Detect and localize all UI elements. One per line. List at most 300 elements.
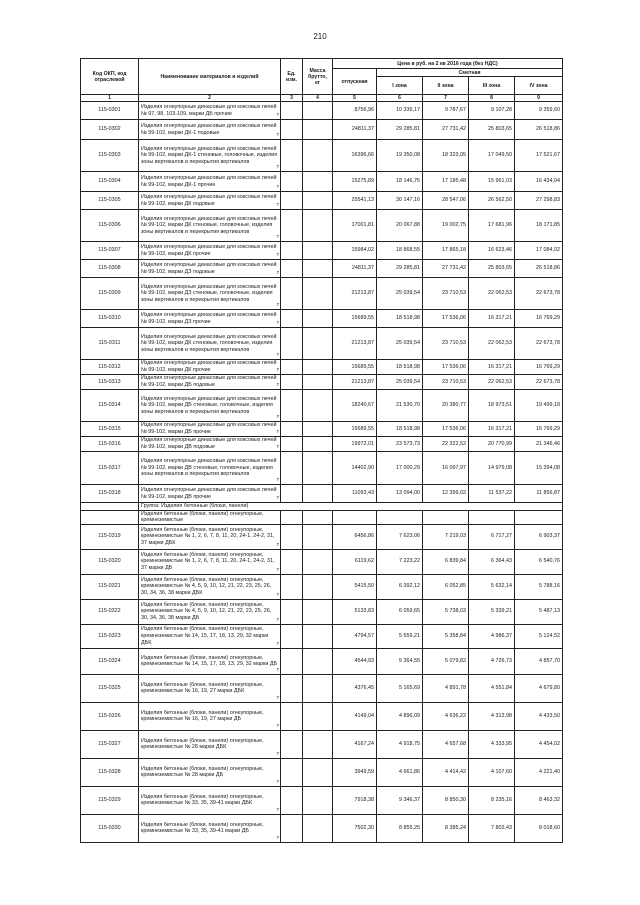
code-cell: 115-0330 [81, 814, 139, 842]
table-row [81, 328, 563, 360]
table-row [81, 599, 563, 624]
table-row [81, 485, 563, 503]
zone-3-price-cell: 17 049,50 [469, 140, 515, 172]
mass-cell [303, 485, 333, 503]
mass-cell [303, 730, 333, 758]
name-cell [139, 574, 281, 599]
name-text: Изделия огнеупорные динасовые для коксовых печей № 99-102, марки ДК-1 прочие [141, 174, 277, 188]
zone-2-price-cell: 6 839,84 [423, 549, 469, 574]
zone-4-price-cell: 6 903,37 [515, 524, 563, 549]
zone-4-price-cell: 16 769,29 [515, 310, 563, 328]
unit-cell [281, 758, 303, 786]
name-text: Изделия бетонные (блоки, панели) огнеупорные, кремнеземистые № 16, 19, 27 марки ДБК [141, 681, 264, 695]
header-zone-3: III зона [469, 77, 515, 95]
mass-cell [303, 172, 333, 192]
code-cell: 115-0306 [81, 210, 139, 242]
mass-cell [303, 786, 333, 814]
name-text: Изделия бетонные (блоки, панели) огнеупорные, кремнеземистые № 16, 19, 27 марки ДБ [141, 709, 264, 723]
code-cell [81, 510, 139, 524]
unit-mark: т [276, 542, 279, 549]
zone-2-price-cell: 17 536,06 [423, 422, 469, 437]
mass-cell [303, 549, 333, 574]
release-price-cell: 15689,55 [333, 422, 377, 437]
zone-4-price-cell: 19 499,18 [515, 390, 563, 422]
code-cell: 115-0327 [81, 730, 139, 758]
unit-cell [281, 437, 303, 452]
unit-cell [281, 814, 303, 842]
zone-4-price-cell: 6 540,76 [515, 549, 563, 574]
table-row [81, 510, 563, 524]
zone-1-price-cell: 30 147,16 [377, 192, 423, 210]
code-cell: 115-0318 [81, 485, 139, 503]
zone-1-price-cell: 25 039,54 [377, 328, 423, 360]
name-cell [139, 674, 281, 702]
zone-1-price-cell: 18 518,98 [377, 310, 423, 328]
zone-2-price-cell: 18 323,05 [423, 140, 469, 172]
unit-mark: т [276, 495, 279, 502]
code-cell: 115-0304 [81, 172, 139, 192]
name-cell [139, 485, 281, 503]
zone-2-price-cell: 17 536,06 [423, 360, 469, 375]
name-cell [139, 437, 281, 452]
unit-mark: т [276, 184, 279, 191]
table-row [81, 422, 563, 437]
col-number: 3 [281, 95, 303, 102]
table-row [81, 192, 563, 210]
table-row [81, 702, 563, 730]
name-cell [139, 648, 281, 674]
zone-3-price-cell: 4 551,84 [469, 674, 515, 702]
zone-4-price-cell: 8 463,32 [515, 786, 563, 814]
zone-2-price-cell: 17 865,18 [423, 242, 469, 260]
release-price-cell: 24811,37 [333, 120, 377, 140]
zone-4-price-cell: 4 679,80 [515, 674, 563, 702]
unit-cell [281, 624, 303, 648]
zone-4-price-cell [515, 510, 563, 524]
unit-mark: т [276, 302, 279, 309]
column-number-row [81, 95, 563, 102]
table-row [81, 437, 563, 452]
table-row [81, 786, 563, 814]
release-price-cell: 21213,87 [333, 375, 377, 390]
unit-mark: т [276, 252, 279, 259]
zone-2-price-cell: 19 002,75 [423, 210, 469, 242]
name-text: Изделия огнеупорные динасовые для коксовых печей № 99-102, марки ДБ прочие [141, 422, 277, 435]
name-cell [139, 786, 281, 814]
unit-mark: т [276, 617, 279, 624]
code-cell: 115-0315 [81, 422, 139, 437]
unit-cell [281, 360, 303, 375]
unit-cell [281, 172, 303, 192]
col-number: 4 [303, 95, 333, 102]
zone-4-price-cell: 5 124,52 [515, 624, 563, 648]
release-price-cell: 8756,96 [333, 102, 377, 120]
table-row [81, 172, 563, 192]
unit-mark: т [276, 641, 279, 648]
release-price-cell: 18240,67 [333, 390, 377, 422]
zone-1-price-cell: 9 346,37 [377, 786, 423, 814]
table-row [81, 390, 563, 422]
name-cell [139, 192, 281, 210]
zone-3-price-cell: 6 717,27 [469, 524, 515, 549]
zone-2-price-cell: 17 185,48 [423, 172, 469, 192]
unit-mark: т [276, 112, 279, 119]
zone-4-price-cell: 4 857,70 [515, 648, 563, 674]
name-cell [139, 140, 281, 172]
name-text: Изделия огнеупорные динасовые для коксовых печей № 99-102, марки ДК прочие [141, 360, 277, 373]
zone-2-price-cell: 8 385,24 [423, 814, 469, 842]
header-name: Наименование материалов и изделий [139, 59, 281, 95]
zone-1-price-cell: 6 059,65 [377, 599, 423, 624]
release-price-cell: 4167,24 [333, 730, 377, 758]
unit-mark: т [276, 320, 279, 327]
code-cell: 115-0317 [81, 452, 139, 485]
mass-cell [303, 510, 333, 524]
zone-1-price-cell: 21 530,70 [377, 390, 423, 422]
zone-1-price-cell: 8 855,25 [377, 814, 423, 842]
name-text: Изделия бетонные (блоки, панели) огнеупорные, кремнеземистые № 1, 2, 6, 7, 8, 11, 20, 24-1, 24-2, 31, 37 марки ДБК [141, 526, 275, 547]
unit-mark: т [276, 592, 279, 599]
mass-cell [303, 437, 333, 452]
release-price-cell: 21213,87 [333, 278, 377, 310]
zone-1-price-cell: 23 573,73 [377, 437, 423, 452]
unit-mark: т [276, 234, 279, 241]
zone-4-price-cell: 11 856,87 [515, 485, 563, 503]
zone-3-price-cell: 22 062,53 [469, 375, 515, 390]
name-text: Изделия огнеупорные динасовые для коксовых печей № 99-102, марки ДВ стеновые, головочные, изделия зоны вертикалов и перекрытия вертикалов [141, 458, 277, 478]
header-release: отпускная [333, 69, 377, 95]
unit-mark: т [276, 779, 279, 786]
mass-cell [303, 192, 333, 210]
unit-mark: т [276, 367, 279, 374]
header-unit: Ед. изм. [281, 59, 303, 95]
zone-2-price-cell: 23 710,53 [423, 375, 469, 390]
zone-3-price-cell: 25 803,65 [469, 120, 515, 140]
name-cell [139, 814, 281, 842]
zone-1-price-cell: 5 165,69 [377, 674, 423, 702]
name-cell [139, 102, 281, 120]
mass-cell [303, 120, 333, 140]
unit-cell [281, 328, 303, 360]
release-price-cell: 17001,81 [333, 210, 377, 242]
name-cell [139, 730, 281, 758]
release-price-cell [333, 510, 377, 524]
name-cell [139, 510, 281, 524]
zone-4-price-cell: 16 769,29 [515, 360, 563, 375]
zone-1-price-cell: 29 285,81 [377, 260, 423, 278]
name-cell [139, 310, 281, 328]
header-zone-1: I зона [377, 77, 423, 95]
zone-4-price-cell: 22 673,78 [515, 328, 563, 360]
zone-1-price-cell: 4 896,09 [377, 702, 423, 730]
unit-cell [281, 574, 303, 599]
zone-4-price-cell: 17 084,02 [515, 242, 563, 260]
code-cell: 115-0311 [81, 328, 139, 360]
zone-4-price-cell: 4 433,50 [515, 702, 563, 730]
zone-1-price-cell: 7 223,22 [377, 549, 423, 574]
unit-cell [281, 485, 303, 503]
release-price-cell: 6119,62 [333, 549, 377, 574]
name-cell [139, 328, 281, 360]
group-title: Группа: Изделия бетонные (блоки, панели) [139, 503, 563, 511]
unit-cell [281, 390, 303, 422]
zone-1-price-cell: 4 918,75 [377, 730, 423, 758]
mass-cell [303, 140, 333, 172]
zone-3-price-cell: 4 313,98 [469, 702, 515, 730]
name-text: Изделия огнеупорные динасовые для коксовых печей № 99-102, марки ДЗ прочие [141, 311, 277, 325]
zone-3-price-cell: 4 107,60 [469, 758, 515, 786]
zone-1-price-cell: 10 336,17 [377, 102, 423, 120]
name-text: Изделия огнеупорные динасовые для коксовых печей № 99-102, марки ДК подовые [141, 193, 277, 207]
zone-1-price-cell: 17 000,29 [377, 452, 423, 485]
table-row [81, 648, 563, 674]
unit-cell [281, 452, 303, 485]
zone-1-price-cell: 6 392,12 [377, 574, 423, 599]
unit-cell [281, 730, 303, 758]
col-number: 1 [81, 95, 139, 102]
release-price-cell: 3949,59 [333, 758, 377, 786]
zone-2-price-cell: 5 079,82 [423, 648, 469, 674]
group-row [81, 503, 563, 511]
code-cell: 115-0307 [81, 242, 139, 260]
zone-3-price-cell: 16 317,21 [469, 422, 515, 437]
code-cell: 115-0314 [81, 390, 139, 422]
unit-cell [281, 120, 303, 140]
header-zone-4: IV зона [515, 77, 563, 95]
zone-2-price-cell: 12 399,02 [423, 485, 469, 503]
release-price-cell: 25541,13 [333, 192, 377, 210]
zone-3-price-cell: 22 062,53 [469, 278, 515, 310]
name-cell [139, 599, 281, 624]
zone-4-price-cell: 27 298,83 [515, 192, 563, 210]
zone-2-price-cell: 7 219,03 [423, 524, 469, 549]
mass-cell [303, 360, 333, 375]
col-number: 7 [423, 95, 469, 102]
zone-1-price-cell: 20 067,88 [377, 210, 423, 242]
table-row [81, 260, 563, 278]
zone-3-price-cell: 17 681,96 [469, 210, 515, 242]
mass-cell [303, 524, 333, 549]
name-cell [139, 549, 281, 574]
unit-cell [281, 140, 303, 172]
code-cell: 115-0308 [81, 260, 139, 278]
release-price-cell: 7918,38 [333, 786, 377, 814]
name-text: Изделия огнеупорные динасовые для коксовых печей № 99-102, марки ДЗ стеновые, головочные, изделия зоны вертикалов и перекрытия вертикалов [141, 283, 277, 303]
release-price-cell: 11093,43 [333, 485, 377, 503]
zone-1-price-cell [377, 510, 423, 524]
zone-2-price-cell: 4 657,68 [423, 730, 469, 758]
mass-cell [303, 102, 333, 120]
code-cell: 115-0323 [81, 624, 139, 648]
zone-4-price-cell: 5 788,16 [515, 574, 563, 599]
zone-2-price-cell: 4 636,22 [423, 702, 469, 730]
release-price-cell: 4376,45 [333, 674, 377, 702]
name-cell [139, 524, 281, 549]
unit-mark: т [276, 751, 279, 758]
code-cell: 115-0321 [81, 574, 139, 599]
unit-cell [281, 549, 303, 574]
name-cell [139, 120, 281, 140]
zone-3-price-cell: 15 961,03 [469, 172, 515, 192]
table-row [81, 242, 563, 260]
table-row [81, 674, 563, 702]
mass-cell [303, 574, 333, 599]
zone-4-price-cell: 4 221,40 [515, 758, 563, 786]
zone-4-price-cell: 18 171,85 [515, 210, 563, 242]
mass-cell [303, 702, 333, 730]
table-row [81, 758, 563, 786]
unit-mark: т [276, 477, 279, 484]
zone-3-price-cell: 26 562,50 [469, 192, 515, 210]
zone-2-price-cell: 17 536,06 [423, 310, 469, 328]
zone-4-price-cell: 22 673,78 [515, 375, 563, 390]
release-price-cell: 21213,87 [333, 328, 377, 360]
zone-3-price-cell: 4 726,73 [469, 648, 515, 674]
name-cell [139, 242, 281, 260]
zone-2-price-cell: 5 358,84 [423, 624, 469, 648]
mass-cell [303, 648, 333, 674]
name-text: Изделия бетонные (блоки, панели) огнеупорные, кремнеземистые № 1, 2, 6, 7, 8, 11, 20, 24-1, 24-2, 31, 37 марки ДБ [141, 551, 275, 572]
name-text: Изделия бетонные (блоки, панели) огнеупорные, кремнеземистые № 28 марки ДБК [141, 737, 264, 751]
zone-4-price-cell: 4 454,02 [515, 730, 563, 758]
mass-cell [303, 375, 333, 390]
code-cell: 115-0305 [81, 192, 139, 210]
release-price-cell: 4794,57 [333, 624, 377, 648]
code-cell: 115-0325 [81, 674, 139, 702]
release-price-cell: 15689,55 [333, 310, 377, 328]
zone-4-price-cell: 15 394,08 [515, 452, 563, 485]
zone-2-price-cell: 20 380,77 [423, 390, 469, 422]
mass-cell [303, 278, 333, 310]
release-price-cell: 5133,83 [333, 599, 377, 624]
zone-1-price-cell: 4 661,86 [377, 758, 423, 786]
zone-4-price-cell: 26 518,86 [515, 260, 563, 278]
zone-1-price-cell: 25 039,54 [377, 278, 423, 310]
zone-4-price-cell: 22 673,78 [515, 278, 563, 310]
header-price-group: Цена в руб. на 2 кв 2016 года (без НДС) [333, 59, 563, 69]
name-text: Изделия бетонные (блоки, панели) огнеупорные, кремнеземистые № 28 марки ДБ [141, 765, 264, 779]
zone-2-price-cell: 9 787,67 [423, 102, 469, 120]
table-row [81, 210, 563, 242]
zone-2-price-cell: 4 414,42 [423, 758, 469, 786]
unit-cell [281, 648, 303, 674]
name-text: Изделия огнеупорные динасовые для коксовых печей № 99-102, марки ДК-1 стеновые, головочные, изделия зоны вертикалов и перекрытия вертикалов [141, 145, 278, 165]
zone-2-price-cell: 6 052,85 [423, 574, 469, 599]
table-row [81, 549, 563, 574]
zone-4-price-cell: 16 434,04 [515, 172, 563, 192]
release-price-cell: 5415,50 [333, 574, 377, 599]
col-number: 5 [333, 95, 377, 102]
unit-cell [281, 786, 303, 814]
zone-1-price-cell: 19 350,08 [377, 140, 423, 172]
mass-cell [303, 422, 333, 437]
table-row [81, 278, 563, 310]
code-cell: 115-0316 [81, 437, 139, 452]
unit-mark: т [276, 132, 279, 139]
name-text: Изделия бетонные (блоки, панели) огнеупорные, кремнеземистые № 14, 15, 17, 18, 13, 29, 32 марки ДБ [141, 654, 278, 668]
header-estimate: Сметная [377, 69, 563, 77]
code-cell: 115-0309 [81, 278, 139, 310]
table-row [81, 375, 563, 390]
zone-3-price-cell: 16 317,21 [469, 360, 515, 375]
name-text: Изделия огнеупорные динасовые для коксовых печей № 99-102, марки ДВ подовые [141, 437, 277, 450]
name-text: Изделия огнеупорные динасовые для коксовых печей № 99-102, марки ДВ прочие [141, 486, 277, 500]
col-number: 8 [469, 95, 515, 102]
mass-cell [303, 452, 333, 485]
zone-1-price-cell: 25 039,54 [377, 375, 423, 390]
mass-cell [303, 674, 333, 702]
zone-2-price-cell: 16 097,97 [423, 452, 469, 485]
mass-cell [303, 310, 333, 328]
table-row [81, 452, 563, 485]
name-text: Изделия бетонные (блоки, панели) огнеупорные, кремнеземистые № 14, 15, 17, 18, 13, 29, 32 марки ДБК [141, 626, 269, 646]
release-price-cell: 15275,89 [333, 172, 377, 192]
zone-3-price-cell: 4 986,37 [469, 624, 515, 648]
code-cell: 115-0322 [81, 599, 139, 624]
unit-mark: т [276, 444, 279, 451]
zone-1-price-cell: 18 518,98 [377, 422, 423, 437]
code-cell: 115-0301 [81, 102, 139, 120]
unit-cell [281, 242, 303, 260]
unit-cell [281, 599, 303, 624]
unit-mark: т [276, 352, 279, 359]
table-row [81, 360, 563, 375]
code-cell: 115-0313 [81, 375, 139, 390]
unit-cell [281, 210, 303, 242]
unit-mark: т [276, 567, 279, 574]
name-cell [139, 360, 281, 375]
mass-cell [303, 599, 333, 624]
mass-cell [303, 328, 333, 360]
release-price-cell: 15689,55 [333, 360, 377, 375]
name-cell [139, 375, 281, 390]
unit-mark: т [276, 723, 279, 730]
zone-4-price-cell: 16 769,29 [515, 422, 563, 437]
zone-3-price-cell: 9 107,28 [469, 102, 515, 120]
unit-mark: т [276, 695, 279, 702]
zone-3-price-cell: 6 364,43 [469, 549, 515, 574]
unit-cell [281, 102, 303, 120]
name-text: Изделия огнеупорные динасовые для коксовых печей № 99-102, марки ДК стеновые, головочные, изделия зоны вертикалов и перекрытия вертикалов [141, 215, 277, 235]
mass-cell [303, 758, 333, 786]
unit-mark: т [276, 835, 279, 842]
zone-4-price-cell: 9 359,60 [515, 102, 563, 120]
name-text: Изделия бетонные (блоки, панели) огнеупорные, кремнеземистые № 4, 5, 9, 10, 12, 21, 22, 23, 25, 26, 30, 34, 36, 38 марки ДБК [141, 576, 272, 597]
release-price-cell: 4149,04 [333, 702, 377, 730]
code-cell: 115-0303 [81, 140, 139, 172]
zone-2-price-cell: 4 891,78 [423, 674, 469, 702]
table-row [81, 814, 563, 842]
table-row [81, 140, 563, 172]
zone-3-price-cell: 8 235,16 [469, 786, 515, 814]
code-cell [81, 503, 139, 511]
unit-cell [281, 192, 303, 210]
zone-2-price-cell: 22 322,52 [423, 437, 469, 452]
zone-3-price-cell: 5 632,14 [469, 574, 515, 599]
name-text: Изделия огнеупорные динасовые для коксовых печей № 99-102, марки ДЗ подовые [141, 261, 277, 275]
name-text: Изделия огнеупорные динасовые для коксовых печей № 99-102, марки ДК прочие [141, 243, 277, 257]
header-zone-2: II зона [423, 77, 469, 95]
name-text: Изделия бетонные (блоки, панели) огнеупорные, кремнеземистые [141, 510, 264, 524]
col-number: 2 [139, 95, 281, 102]
zone-2-price-cell: 23 710,53 [423, 328, 469, 360]
zone-2-price-cell: 27 731,42 [423, 260, 469, 278]
zone-1-price-cell: 5 364,55 [377, 648, 423, 674]
zone-4-price-cell: 5 487,13 [515, 599, 563, 624]
code-cell: 115-0310 [81, 310, 139, 328]
name-cell [139, 278, 281, 310]
zone-3-price-cell [469, 510, 515, 524]
